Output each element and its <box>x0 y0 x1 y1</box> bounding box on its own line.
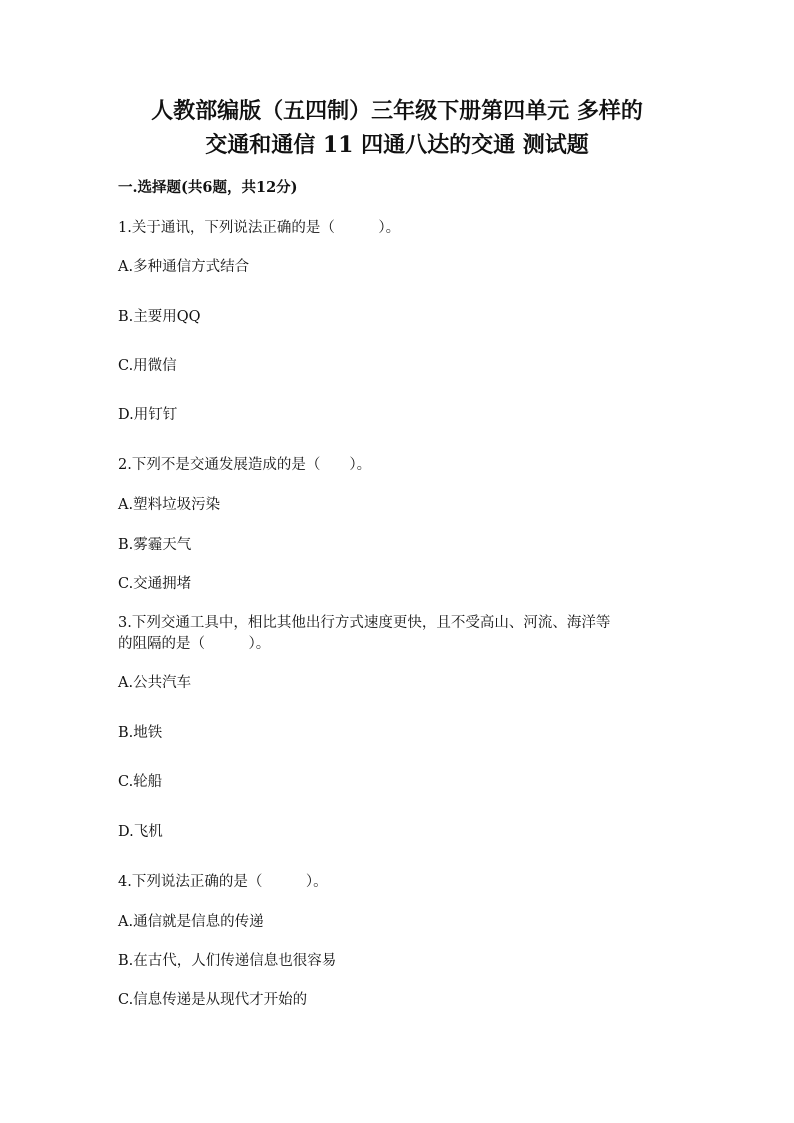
question-2-option-a: A.塑料垃圾污染 <box>118 497 221 513</box>
question-1-option-a: A.多种通信方式结合 <box>118 259 250 275</box>
page-title-line-1: 人教部编版（五四制）三年级下册第四单元 多样的 <box>151 98 643 124</box>
question-4-option-a: A.通信就是信息的传递 <box>118 914 264 930</box>
question-1-option-d: D.用钉钉 <box>118 407 178 423</box>
question-4-stem: 4.下列说法正确的是（ ）。 <box>118 874 328 890</box>
question-1-stem: 1.关于通讯，下列说法正确的是（ ）。 <box>118 220 401 236</box>
question-2-stem: 2.下列不是交通发展造成的是（ ）。 <box>118 457 372 473</box>
question-1-option-c: C.用微信 <box>118 358 177 374</box>
section-heading: 一.选择题(共6题，共12分) <box>118 179 298 196</box>
question-3-stem-line-1: 3.下列交通工具中，相比其他出行方式速度更快，且不受高山、河流、海洋等 <box>118 615 611 631</box>
question-3-option-c: C.轮船 <box>118 774 163 790</box>
question-3-stem-line-2: 的阻隔的是（ ）。 <box>118 636 271 652</box>
question-3-option-d: D.飞机 <box>118 824 163 840</box>
question-4-option-c: C.信息传递是从现代才开始的 <box>118 992 308 1008</box>
question-2-option-b: B.雾霾天气 <box>118 537 192 553</box>
question-2-option-c: C.交通拥堵 <box>118 576 192 592</box>
question-4-option-b: B.在古代，人们传递信息也很容易 <box>118 953 337 969</box>
question-3-option-a: A.公共汽车 <box>118 675 192 691</box>
question-3-option-b: B.地铁 <box>118 725 163 741</box>
question-1-option-b: B.主要用QQ <box>118 309 201 325</box>
page-title-line-2: 交通和通信 11 四通八达的交通 测试题 <box>205 132 589 158</box>
